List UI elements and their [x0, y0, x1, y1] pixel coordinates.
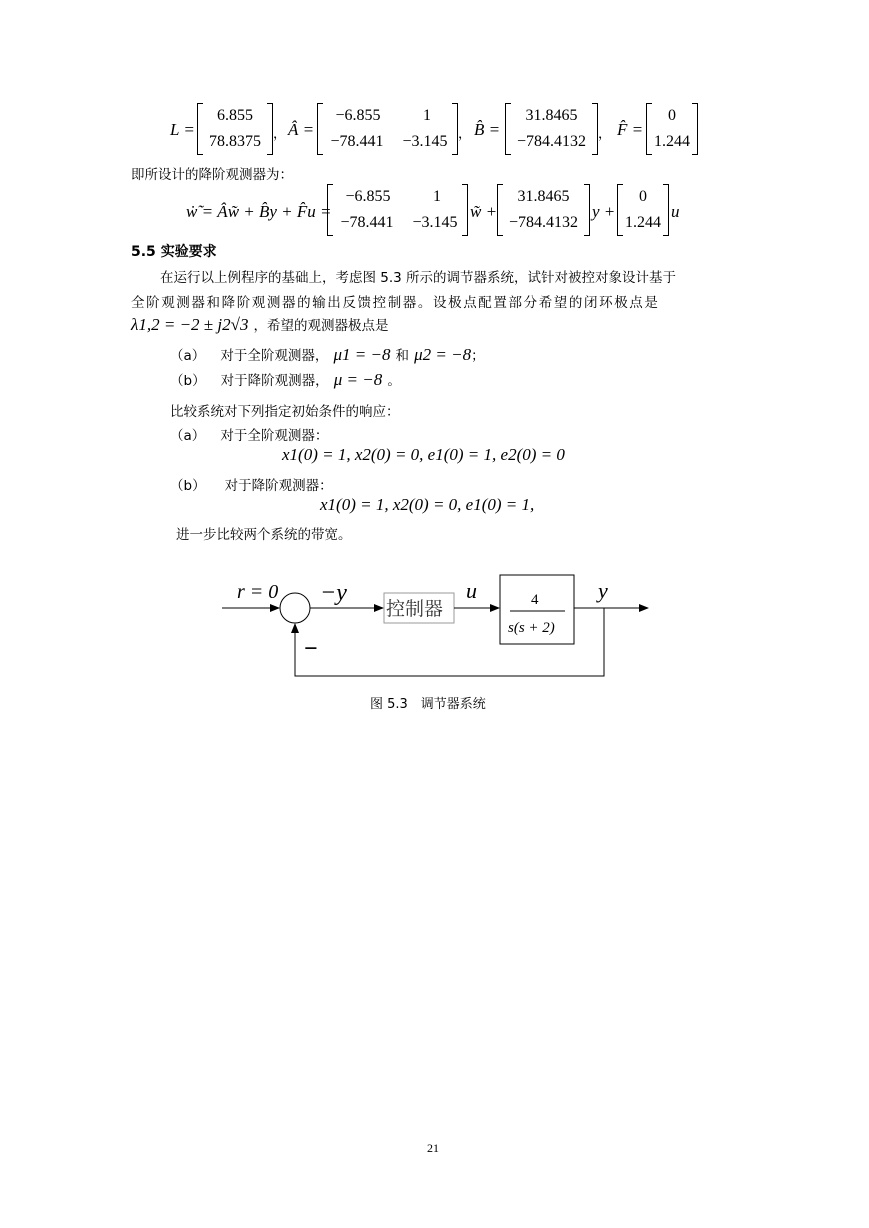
separator: ，: [458, 126, 472, 142]
observer-F-1: 0: [639, 188, 647, 205]
observer-A-11: −6.855: [345, 188, 391, 205]
ic-b-conditions: x1(0) = 1, x2(0) = 0, e1(0) = 1,: [320, 495, 535, 514]
plant-numerator: 4: [531, 592, 539, 608]
section-number: 5.5: [131, 244, 156, 260]
punct: ；: [471, 348, 485, 364]
list-text: 对于降阶观测器，: [220, 373, 329, 389]
separator: ，: [598, 126, 612, 142]
plant-denominator: s(s + 2): [508, 620, 555, 636]
A-hat-22: −3.145: [402, 133, 448, 150]
separator: ，: [273, 126, 287, 142]
observer-u-term: u: [671, 202, 680, 221]
section-title: 实验要求: [160, 244, 217, 260]
A-hat-21: −78.441: [330, 133, 384, 150]
list-text: 对于降阶观测器：: [224, 478, 333, 494]
L-value-2: 78.8375: [209, 133, 261, 150]
ic-a-conditions: x1(0) = 1, x2(0) = 0, e1(0) = 1, e2(0) = 0: [282, 445, 565, 464]
B-hat-1: 31.8465: [525, 107, 578, 124]
mu2-value: μ2 = −8: [414, 345, 472, 364]
punct: 。: [387, 373, 401, 389]
controller-label: 控制器: [386, 598, 444, 620]
conjunction: 和: [395, 348, 410, 364]
observer-A-12: 1: [433, 188, 441, 205]
A-hat-11: −6.855: [335, 107, 381, 124]
list-marker: （b）: [170, 373, 206, 389]
list-text: 对于全阶观测器，: [220, 348, 329, 364]
paragraph-line-2: 全阶观测器和降阶观测器的输出反馈控制器。设极点配置部分希望的闭环极点是: [131, 295, 660, 311]
A-hat-12: 1: [423, 107, 431, 124]
observer-B-2: −784.4132: [508, 214, 579, 231]
observer-lhs: ẇ̃ = Âw̃ + B̂y + F̂u =: [186, 202, 332, 221]
observer-intro: 即所设计的降阶观测器为：: [131, 167, 293, 183]
L-label: L =: [170, 120, 195, 139]
B-hat-2: −784.4132: [516, 133, 587, 150]
mu1-value: μ1 = −8: [333, 345, 391, 364]
mu-value: μ = −8: [333, 370, 383, 389]
L-value-1: 6.855: [217, 107, 253, 124]
observer-F-2: 1.244: [625, 214, 661, 231]
F-hat-2: 1.244: [654, 133, 690, 150]
A-hat-label: Â =: [288, 120, 315, 139]
feedback-minus-sign: −: [304, 636, 318, 662]
output-label: y: [598, 578, 608, 603]
observer-A-21: −78.441: [340, 214, 394, 231]
F-hat-1: 0: [668, 107, 676, 124]
observer-w-term: w̃ +: [470, 202, 498, 221]
list-text: 对于全阶观测器：: [220, 428, 329, 444]
reference-label: r = 0: [237, 581, 279, 603]
paragraph-line-1: 在运行以上例程序的基础上，考虑图 5.3 所示的调节器系统，试针对被控对象设计基于: [160, 270, 677, 286]
list-marker: （a）: [170, 428, 206, 444]
page-number: 21: [427, 1141, 439, 1155]
summing-junction: [280, 593, 310, 623]
bandwidth-note: 进一步比较两个系统的带宽。: [176, 527, 352, 543]
observer-y-term: y +: [592, 202, 616, 221]
negative-output-label: −y: [320, 580, 347, 606]
observer-B-1: 31.8465: [517, 188, 570, 205]
observer-A-22: −3.145: [412, 214, 458, 231]
observer-poles-intro: ，希望的观测器极点是: [253, 318, 389, 334]
F-hat-label: F̂ =: [617, 120, 644, 139]
control-input-label: u: [466, 578, 477, 603]
compare-intro: 比较系统对下列指定初始条件的响应：: [170, 404, 400, 420]
list-marker: （b）: [170, 478, 206, 494]
figure-caption: 图 5.3 调节器系统: [370, 697, 486, 712]
B-hat-label: B̂ =: [474, 120, 501, 139]
list-marker: （a）: [170, 348, 206, 364]
desired-poles: λ1,2 = −2 ± j2√3: [131, 315, 249, 334]
